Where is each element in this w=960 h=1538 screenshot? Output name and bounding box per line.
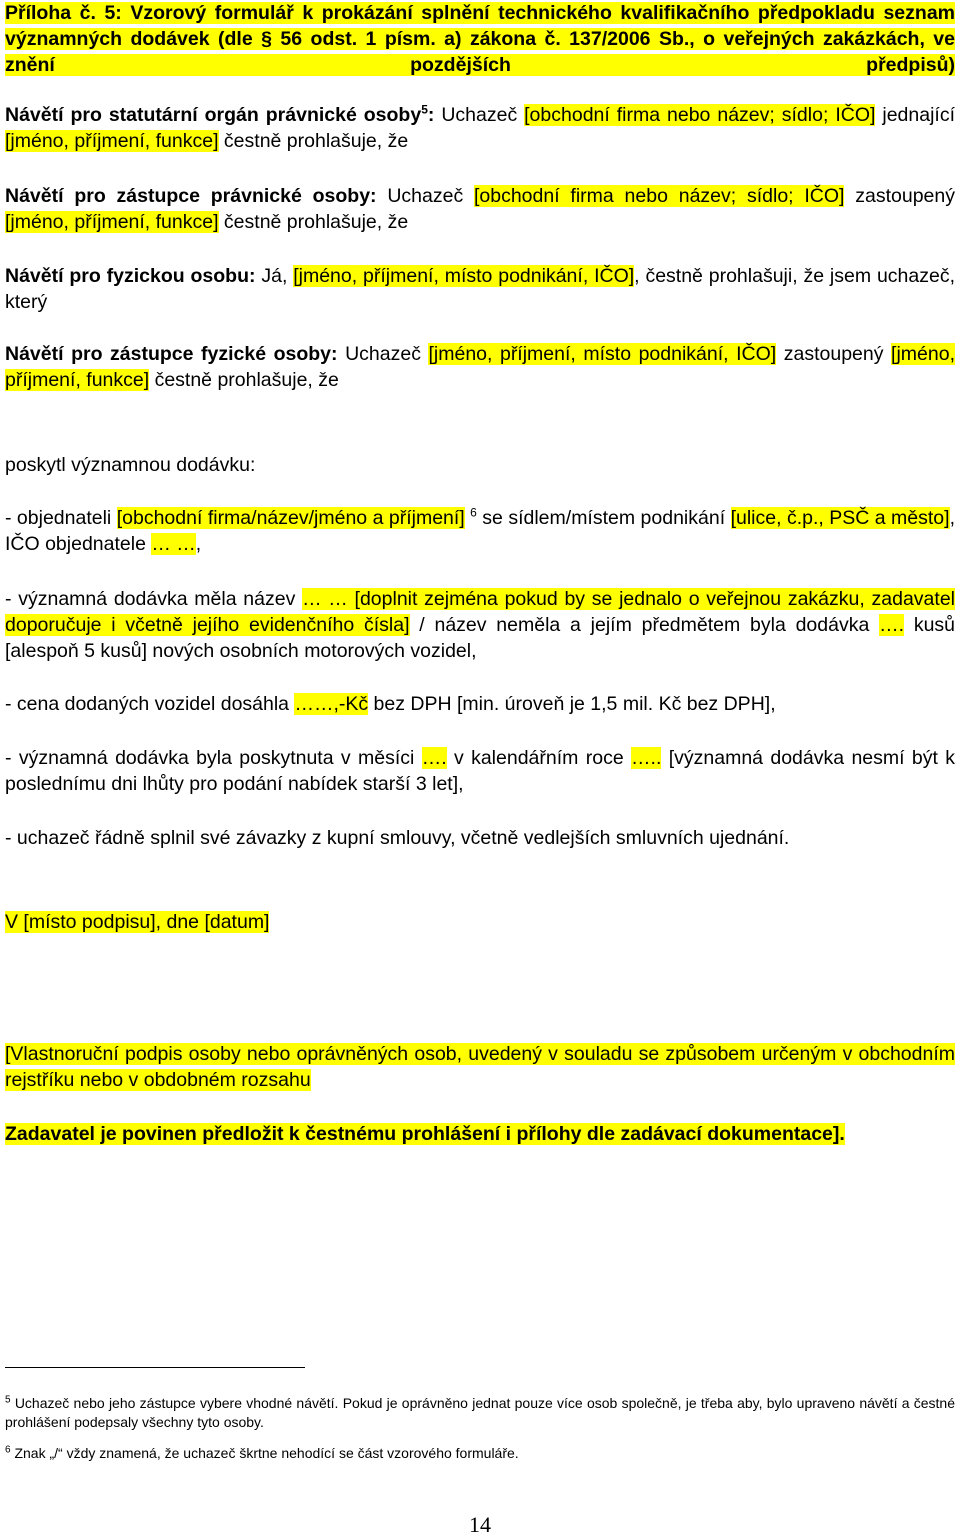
item-client: - objednateli [obchodní firma/název/jméno a příjmení] $^6$ se sídlem/místem podnikání [ulice, č.p., PSČ a město], IČO objednatele … …,: [5, 505, 955, 555]
intro-representative-natural: Návětí pro zástupce fyzické osoby: Uchazeč [jméno, příjmení, místo podnikání, IČO] zastoupený [jméno, příjmení, funkce] čestně prohlašuje, že: [5, 343, 955, 391]
footnote-6: $^6$ Znak „/“ vždy znamená, že uchazeč škrtne nehodící se část vzorového formuláře.: [5, 1444, 519, 1461]
placeholder: [jméno, příjmení, funkce]: [5, 343, 955, 391]
placeholder: [obchodní firma/název/jméno a příjmení]: [116, 507, 465, 529]
intro-label: Návětí pro zástupce právnické osoby:: [5, 185, 377, 207]
signature-placeholder: [Vlastnoruční podpis osoby nebo oprávněných osob, uvedený v souladu se způsobem určeným v obchodním rejstříku nebo v obdobném rozsahu: [5, 1043, 955, 1091]
placeholder: [jméno, příjmení, místo podnikání, IČO]: [293, 265, 635, 287]
placeholder: … … [doplnit zejména pokud by se jednalo o veřejnou zakázku, zadavatel doporučuje i včetně jejího evidenčního čísla]: [5, 588, 955, 636]
footnote-ref-6: 6: [470, 505, 477, 520]
placeholder: … …: [151, 533, 196, 555]
item-price: - cena dodaných vozidel dosáhla ……,-Kč bez DPH [min. úroveň je 1,5 mil. Kč bez DPH],: [5, 693, 776, 715]
placeholder: [obchodní firma nebo název; sídlo; IČO]: [473, 185, 845, 207]
item-date: - významná dodávka byla poskytnuta v měsíci …. v kalendářním roce ….. [významná dodávka nesmí být k poslednímu dni lhůty pro podání nabídek starší 3 let],: [5, 747, 956, 795]
intro-label: Návětí pro fyzickou osobu:: [5, 265, 256, 287]
item-name: - významná dodávka měla název … … [doplnit zejména pokud by se jednalo o veřejnou zakázku, zadavatel doporučuje i včetně jejího evidenčního čísla] / název neměla a jejím předmětem byla dodávka …. kusů [alespoň 5 kusů] nových osobních motorových vozidel,: [5, 588, 956, 662]
placeholder: [jméno, příjmení, funkce]: [5, 211, 219, 233]
placeholder: ….: [879, 614, 905, 636]
placeholder: [jméno, příjmení, místo podnikání, IČO]: [428, 343, 777, 365]
document-heading: Příloha č. 5: Vzorový formulář k prokázání splnění technického kvalifikačního předpokladu seznam významných dodávek (dle § 56 odst. 1 písm. a) zákona č. 137/2006 Sb., o veřejných zakázkách, ve znění pozdějších předpisů): [5, 2, 955, 76]
placeholder: [jméno, příjmení, funkce]: [5, 130, 219, 152]
item-obligations: - uchazeč řádně splnil své závazky z kupní smlouvy, včetně vedlejších smluvních ujednání.: [5, 827, 790, 849]
intro-representative-legal: Návětí pro zástupce právnické osoby: Uchazeč [obchodní firma nebo název; sídlo; IČO] zastoupený [jméno, příjmení, funkce] čestně prohlašuje, že: [5, 185, 955, 233]
placeholder: [obchodní firma nebo název; sídlo; IČO]: [524, 104, 876, 126]
placeholder: ……,-Kč: [294, 693, 369, 715]
place-date: V [místo podpisu], dne [datum]: [5, 911, 270, 933]
placeholder: [ulice, č.p., PSČ a město]: [730, 507, 950, 529]
intro-label: Návětí pro zástupce fyzické osoby:: [5, 343, 338, 365]
delivered-line: poskytl významnou dodávku:: [5, 454, 256, 476]
attachment-note: Zadavatel je povinen předložit k čestnému prohlášení i přílohy dle zadávací dokumentace].: [5, 1123, 845, 1145]
footnote-divider: [5, 1367, 305, 1368]
page-number: 14: [469, 1512, 491, 1537]
placeholder: …..: [631, 747, 662, 769]
footnote-ref-5: 5: [421, 102, 428, 117]
placeholder: ….: [421, 747, 447, 769]
intro-label: Návětí pro statutární orgán právnické osoby$^5$:: [5, 102, 435, 126]
intro-natural-person: Návětí pro fyzickou osobu: Já, [jméno, příjmení, místo podnikání, IČO], čestně prohlašuji, že jsem uchazeč, který: [5, 265, 955, 313]
intro-statutory-body: Návětí pro statutární orgán právnické osoby$^5$: Uchazeč [obchodní firma nebo název; sídlo; IČO] jednající [jméno, příjmení, funkce] čestně prohlašuje, že: [5, 102, 955, 152]
footnote-5: $^5$ Uchazeč nebo jeho zástupce vybere vhodné návětí. Pokud je oprávněno jednat pouze více osob společně, je třeba aby, bylo upraveno návětí a čestné prohlášení podepsaly všechny tyto osoby.: [5, 1394, 955, 1430]
